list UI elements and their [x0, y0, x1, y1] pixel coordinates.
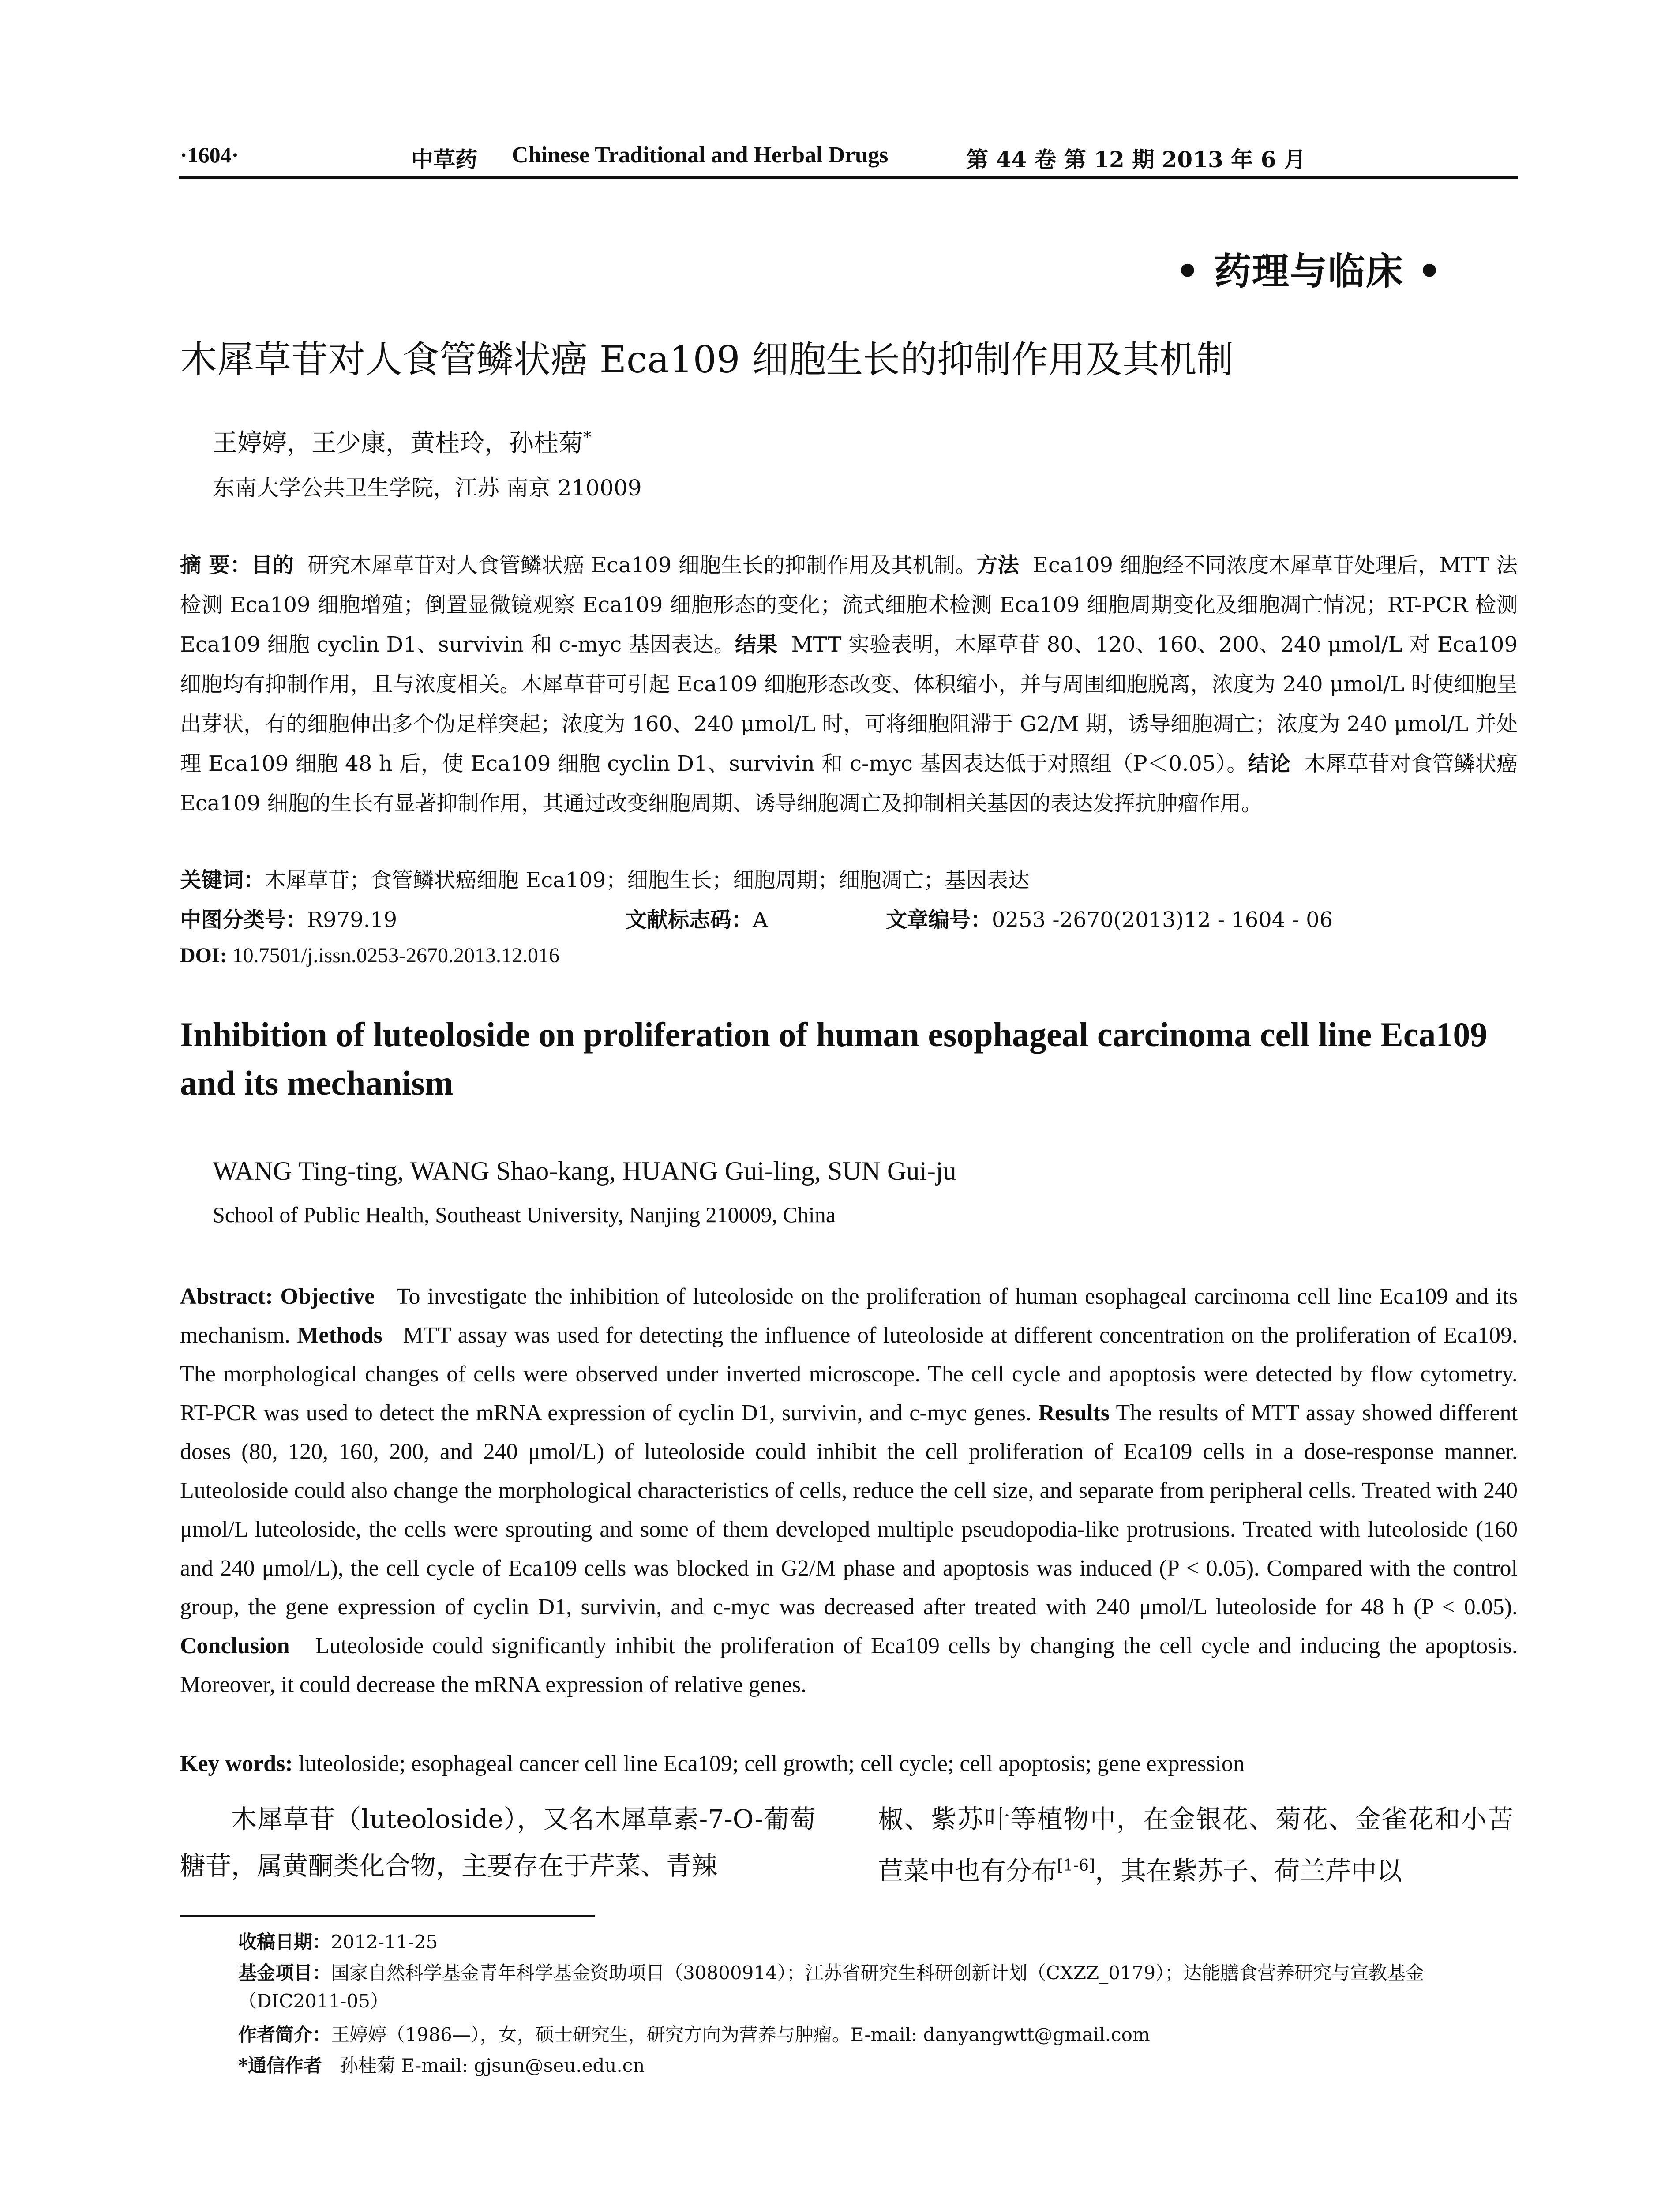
author-label: 作者简介：: [238, 2024, 331, 2045]
title-en: Inhibition of luteoloside on proliferation of human esophageal carcinoma cell line Eca109 and its mechanism: [180, 1015, 1488, 1102]
abstract-en-objective: To investigate the inhibition of luteoloside on the proliferation of human esophageal carcinoma cell line Eca109 and its mechanism.: [180, 1284, 1518, 1348]
abstract-en-methods-label: Methods: [297, 1323, 382, 1348]
authors-cn-names: 王婷婷，王少康，黄桂玲，孙桂菊: [213, 429, 583, 458]
clc-label: 中图分类号：: [180, 908, 308, 932]
affiliation-cn: 东南大学公共卫生学院，江苏 南京 210009: [213, 475, 642, 501]
doc-code-label: 文献标志码：: [626, 908, 753, 932]
affiliation-en: School of Public Health, Southeast University, Nanjing 210009, China: [213, 1202, 836, 1227]
abstract-en-conclusion: Luteoloside could significantly inhibit the proliferation of Eca109 cells by changing the cell cycle and inducing the apoptosis. Moreover, it could decrease the mRNA expression of relative genes.: [180, 1633, 1518, 1697]
abstract-en-results: The results of MTT assay showed different doses (80, 120, 160, 200, and 240 μmol/L) of luteoloside could inhibit the cell proliferation of Eca109 cells in a dose-response manner. Luteoloside could also change the morphological characteristics of cells, reduce the cell size, and separate from peripheral cells. Treated with 240 μmol/L luteoloside, the cells were sprouting and some of them developed multiple pseudopodia-like protrusions. Treated with luteoloside (160 and 240 μmol/L), the cell cycle of Eca109 cells was blocked in G2/M phase and apoptosis was induced (P < 0.05). Compared with the control group, the gene expression of cyclin D1, survivin, and c-myc was decreased after treated with 240 μmol/L luteoloside for 48 h (P < 0.05).: [180, 1400, 1518, 1620]
body-column-2-tail: ，其在紫苏子、荷兰芹中以: [1095, 1856, 1402, 1886]
abstract-en-results-label: Results: [1038, 1400, 1110, 1426]
keywords-cn: [180, 863, 1029, 893]
doi-value: 10.7501/j.issn.0253-2670.2013.12.016: [232, 944, 560, 967]
title-cn: 木犀草苷对人食管鳞状癌 Eca109 细胞生长的抑制作用及其机制: [180, 338, 1234, 381]
footnote-author: [238, 2021, 1518, 2049]
abstract-cn-objective-label: 目的: [251, 553, 294, 578]
abstract-en-label: Abstract:: [180, 1284, 273, 1309]
abstract-cn-conclusion: 木犀草苷对食管鳞状癌 Eca109 细胞的生长有显著抑制作用，其通过改变细胞周期、诱导细胞凋亡及抑制相关基因的表达发挥抗肿瘤作用。: [180, 751, 1518, 816]
corresponding-mark: *: [583, 428, 591, 447]
body-column-2-text: 椒、紫苏叶等植物中，在金银花、菊花、金雀花和小苦苣菜中也有分布: [878, 1804, 1513, 1886]
corr-value: 孙桂菊 E-mail: gjsun@seu.edu.cn: [340, 2055, 645, 2076]
citation-ref: [1-6]: [1057, 1857, 1095, 1875]
keywords-cn-label: 关键词：: [180, 868, 265, 893]
abstract-en-methods: MTT assay was used for detecting the influence of luteoloside at different concentration on the proliferation of Eca109. The morphological changes of cells were observed under inverted microscope. The cell cycle and apoptosis were detected by flow cytometry. RT-PCR was used to detect the mRNA expression of cyclin D1, survivin, and c-myc genes.: [180, 1323, 1518, 1426]
journal-brand: 中草药: [411, 146, 477, 173]
footnote-fund: [238, 1959, 1518, 2015]
abstract-cn-results-label: 结果: [735, 632, 778, 657]
abstract-cn-results: MTT 实验表明，木犀草苷 80、120、160、200、240 μmol/L 对 Eca109 细胞均有抑制作用，且与浓度相关。木犀草苷可引起 Eca109 细胞形态改变、体积缩小，并与周围细胞脱离，浓度为 240 μmol/L 时使细胞呈出芽状，有的细胞伸出多个伪足样突起；浓度为 160、240 μmol/L 时，可将细胞阻滞于 G2/M 期，诱导细胞凋亡；浓度为 240 μmol/L 并处理 Eca109 细胞 48 h 后，使 Eca109 细胞 cyclin D1、survivin 和 c-myc 基因表达低于对照组（P＜0.05）。: [180, 632, 1518, 776]
article-no-label: 文章编号：: [886, 908, 992, 932]
abstract-en-conclusion-label: Conclusion: [180, 1633, 290, 1658]
author-value: 王婷婷（1986—），女，硕士研究生，研究方向为营养与肿瘤。E-mail: danyangwtt@gmail.com: [331, 2024, 1150, 2045]
received-label: 收稿日期：: [238, 1931, 331, 1953]
fund-label: 基金项目：: [238, 1962, 331, 1984]
article-no-value: 0253 -2670(2013)12 - 1604 - 06: [992, 908, 1333, 932]
body-column-2: [878, 1796, 1513, 1894]
section-label: • 药理与临床 •: [1176, 249, 1442, 293]
page-number: ·1604·: [180, 143, 239, 167]
keywords-en-label: Key words:: [180, 1751, 293, 1776]
corr-label: *通信作者: [238, 2055, 322, 2076]
keywords-en-text: luteoloside; esophageal cancer cell line Eca109; cell growth; cell cycle; cell apoptosis; gene expression: [298, 1751, 1245, 1776]
classification-row: [180, 903, 1518, 933]
doi-label: DOI:: [180, 944, 227, 967]
abstract-cn-objective: 研究木犀草苷对人食管鳞状癌 Eca109 细胞生长的抑制作用及其机制。: [308, 553, 977, 578]
abstract-en-objective-label: Objective: [280, 1284, 375, 1309]
abstract-cn-methods: Eca109 细胞经不同浓度木犀草苷处理后，MTT 法检测 Eca109 细胞增殖；倒置显微镜观察 Eca109 细胞形态的变化；流式细胞术检测 Eca109 细胞周期变化及细胞凋亡情况；RT-PCR 检测 Eca109 细胞 cyclin D1、survivin 和 c-myc 基因表达。: [180, 553, 1518, 657]
fund-value: 国家自然科学基金青年科学基金资助项目（30800914）；江苏省研究生科研创新计划（CXZZ_0179）；达能膳食营养研究与宣教基金（DIC2011-05）: [238, 1962, 1425, 2012]
authors-cn: [213, 424, 591, 459]
abstract-cn-conclusion-label: 结论: [1248, 751, 1291, 776]
doi-line: [180, 943, 559, 968]
body-column-1: 木犀草苷（luteoloside），又名木犀草素-7-O-葡萄糖苷，属黄酮类化合物，主要存在于芹菜、青辣: [180, 1804, 815, 1881]
authors-en: WANG Ting-ting, WANG Shao-kang, HUANG Gui-ling, SUN Gui-ju: [213, 1156, 956, 1186]
footnote-received: [238, 1928, 1518, 1956]
doc-code-value: A: [753, 908, 768, 932]
keywords-en: [180, 1751, 1245, 1777]
abstract-en: [180, 1277, 1518, 1704]
clc-value: R979.19: [307, 908, 398, 932]
abstract-cn: [180, 545, 1518, 823]
received-value: 2012-11-25: [331, 1931, 438, 1953]
journal-name: Chinese Traditional and Herbal Drugs: [512, 143, 889, 168]
keywords-cn-text: 木犀草苷；食管鳞状癌细胞 Eca109；细胞生长；细胞周期；细胞凋亡；基因表达: [265, 868, 1030, 893]
abstract-cn-methods-label: 方法: [976, 553, 1019, 578]
header-rule: [179, 176, 1518, 179]
footnote-corresponding: [238, 2052, 1518, 2080]
journal-issue: 第 44 卷 第 12 期 2013 年 6 月: [966, 146, 1306, 173]
abstract-cn-label: 摘 要：: [180, 553, 251, 578]
footnote-rule: [180, 1915, 595, 1917]
